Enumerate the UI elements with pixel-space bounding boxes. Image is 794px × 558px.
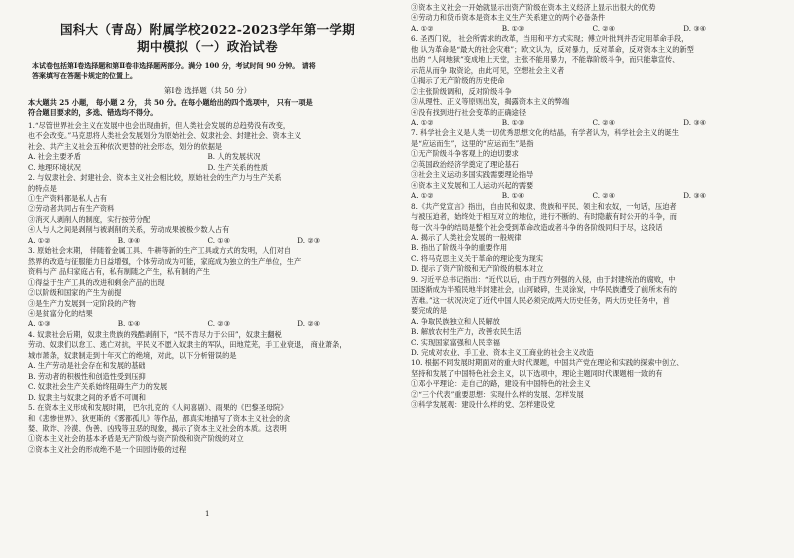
q7-line: 是“应运而生”，这里的“应运而生”是指 [411,138,534,148]
q5-line: ④劳动力和货币资本是资本主义生产关系建立的两个必备条件 [411,13,606,23]
q4-line: 城市萧条，奴隶制走到十年灭亡的绝境，对此，以下分析错误的是 [28,350,237,360]
q7-option-d: D. ③④ [683,191,707,201]
q1-option-b: B. 人的发展状况 [207,152,261,162]
q9-line: B. 解放农村生产力，改善农民生活 [411,327,522,337]
q2-line: 的特点是 [28,183,57,193]
q1-line: 社会、共产主义社会五种依次更替的社会形态，划分的依据是 [28,141,223,151]
q8-line: 每一次斗争的结局是整个社会受到革命改造或者斗争的各阶级同归于尽，这段话 [411,222,663,232]
section-instructions [28,98,387,119]
q3-line: ④是贫富分化的结果 [28,308,93,318]
q5-line: 和《悲惨世界》、狄更斯的《雾都孤儿》等作品，都真实地描写了资本主义社会的贪 [28,413,291,423]
q2-options [28,236,387,246]
q10-line: 坚持和发展了中国特色社会主义，以下选项中，理论主题同时代课题相一致的有 [411,368,663,378]
q3-options [28,319,387,329]
q3-line: ③是生产力发展到一定阶段的产物 [28,298,136,308]
q3-option-a: A. ①③ [28,319,51,329]
q6-option-d: D. ③④ [683,117,707,127]
q2-option-b: B. ③④ [117,235,141,245]
q9-line: 苦难。”这一状况决定了近代中国人民必须完成两大历史任务，两大历史任务中，首 [411,295,670,305]
q10-line: ③科学发展观：建设什么样的党、怎样建设党 [411,400,555,410]
q7-line: ②英国政治经济学奠定了理论基石 [411,159,519,169]
instr-line1: 本大题共 25 小题， 每小题 2 分， 共 50 分。在每小题给出的四个选项中， 只有一项是 [28,98,313,107]
q3-option-d: D. ②④ [297,319,321,329]
q4-line: 劳动、奴隶们以怠工、逃亡对抗，平民义不愿入奴隶主的军队，田地荒芜，手工业衰退， 商业萧条， [28,340,347,350]
q7-line: ①无产阶级斗争客观上的迫切要求 [411,149,519,159]
q7-option-a: A. ①② [411,191,434,201]
q5-line: 婪、欺诈、冷漠、伪善、凶残等丑恶的现象，揭示了资本主义社会的本质。这表明 [28,423,287,433]
questions-4-5 [28,330,387,455]
question-3 [28,246,387,330]
q8-line: D. 提示了资产阶级和无产阶级的根本对立 [411,264,544,274]
q5-line: ②资本主义社会的形成绝不是一个田园诗般的过程 [28,444,187,454]
q5-option-b: B. ①③ [501,23,525,33]
q10-line: ①邓小平理论：走自己的路，建设有中国特色的社会主义 [411,379,591,389]
q6-line: 出的 “人间地狱”变成地上天堂，主张不能用暴力，不能靠阶级斗争，而只能靠宣传、 [411,55,680,65]
q5-option-c: C. ②④ [592,23,616,33]
question-1 [28,121,387,173]
q3-line: ②以阶级和国家的产生为前提 [28,288,122,298]
exam-title-line1: 国科大（青岛）附属学校2022-2023学年第一学期 [59,22,356,37]
q1-options [28,163,387,173]
q9-line: C. 实现国家富强和人民幸福 [411,337,500,347]
instr-line2: 符合题目要求的，多选、错选均不得分。 [28,108,158,118]
q5-options [411,24,774,34]
q4-line: B. 劳动者的积极性和创造性受到压抑 [28,371,146,381]
q6-line: 6. 圣西门说， 社会所需求的改革，当用和平方式实现；傅立叶批判并否定用革命手段， [411,34,689,44]
q9-line: A. 争取民族独立和人民解放 [411,316,500,326]
notice-line2: 答案填写在答题卡规定的位置上。 [32,71,137,80]
q1-line: 也不会改变。”马克思将人类社会发展划分为原始社会、奴隶社会、封建社会、资本主义 [28,131,302,141]
q6-line: ②主张阶级调和，反对阶级斗争 [411,86,512,96]
q6-option-a: A. ①② [411,117,434,127]
q1-option-c: C. 地理环境状况 [28,162,81,172]
question-7 [411,128,774,201]
q2-line: ④人与人之间是剥削与被剥削的关系，劳动成果被极少数人占有 [28,225,230,235]
q5-line: 5. 在资本主义形成和发展时期， 巴尔扎克的《人间喜剧》、雨果的《巴黎圣母院》 [28,403,288,413]
q6-line: ③从理性、正义等原则出发，揭露资本主义的弊端 [411,97,570,107]
q5-option-d: D. ③④ [683,23,707,33]
exam-notice [32,61,387,81]
q7-options [411,191,774,201]
q9-line: 国逐渐成为半殖民地半封建社会，山河破碎，生灵涂炭，中华民族遭受了前所未有的 [411,285,677,295]
q2-line: 2. 与奴隶社会、封建社会、资本主义社会相比较，原始社会的生产力与生产关系 [28,173,282,183]
part-one-heading: 第Ⅰ卷 选择题（共 50 分） [163,86,252,95]
q10-line: ②“三个代表”重要思想：实现什么样的发展、怎样发展 [411,389,584,399]
q8-line: 与被压迫者，始终处于相互对立的地位，进行不断的、有时隐蔽有时公开的斗争，而 [411,212,677,222]
q1-line: 1.“尽管世界社会主义在发展中也会出现曲折，但人类社会发展的总趋势没有改变， [28,120,291,130]
q9-line: 要完成的是 [411,306,447,316]
q6-option-c: C. ②④ [592,117,616,127]
q2-line: ③消灭人剥削人的制度，实行按劳分配 [28,214,151,224]
q8-line: B. 指出了阶级斗争的重要作用 [411,243,508,253]
q1-option-a: A. 社会主要矛盾 [28,152,81,162]
q2-option-d: D. ②③ [297,235,321,245]
q10-line: 10. 根据不同发展时期面对的重大时代课题，中国共产党在理论和实践的探索中创立、 [411,358,684,368]
q5-option-a: A. ①② [411,23,434,33]
q7-option-c: C. ②④ [592,191,616,201]
q7-line: ③社会主义运动多国实践需要理论指导 [411,170,534,180]
q6-line: 他 认为革命是“最大的社会灾难”；欧文认为，反对暴力，反对革命，反对资本主义的新型 [411,44,694,54]
q7-line: ④资本主义发展和工人运动兴起的需要 [411,180,534,190]
exam-title-line2: 期中模拟（一）政治试卷 [137,39,278,54]
q2-line: ①生产资料都是私人占有 [28,193,108,203]
q4-line: 4. 奴隶社会后期，奴隶主贵族的残酷剥削下，“民不肯尽力于公田”，奴隶主翻税 [28,329,282,339]
q3-line: 3. 原始社会末期， 伴随着金属工具、牛耕等新的生产工具或方式的发明，人们对自 [28,246,291,256]
question-2 [28,173,387,246]
q3-line: 资料与产 品归家庭占有，私有制随之产生，私有制的产生 [28,267,210,277]
q6-option-b: B. ①③ [501,117,525,127]
q2-option-a: A. ①② [28,235,51,245]
q3-line: ①得益于生产工具的改进和剩余产品的出现 [28,277,165,287]
q4-line: D. 奴隶主与奴隶之间的矛盾不可调和 [28,392,146,402]
q5-line: ①资本主义社会的基本矛盾是无产阶级与资产阶级和资产阶级的对立 [28,434,244,444]
q9-line: D. 完成对农业、手工业、资本主义工商业的社会主义改造 [411,347,594,357]
q4-line: C. 奴隶社会生产关系始终阻碍生产力的发展 [28,382,168,392]
q7-option-b: B. ①④ [501,191,525,201]
notice-line1: 本试卷包括第Ⅰ卷选择题和第Ⅱ卷非选择题两部分。满分 100 分，考试时间 90 分钟。 请将 [32,61,316,70]
q7-line: 7. 科学社会主义是人类一切优秀思想文化的结晶，有学者认为，科学社会主义的诞生 [411,128,679,138]
page-number-left: 1 [205,510,210,518]
q5-line: ③资本主义社会一开始就显示出资产阶级在资本主义经济上显示出很大的优势 [411,3,656,12]
q9-line: 9. 习近平总书记指出：“近代以后，由于西方列强的入侵，由于封建统治的腐败，中 [411,274,676,284]
q6-line: ①揭示了无产阶级的历史使命 [411,76,505,86]
q2-option-c: C. ①④ [207,235,231,245]
q8-line: C. 将马克思主义关于革命的理论变为现实 [411,253,544,263]
page-right [397,0,794,558]
question-6 [411,34,774,128]
q8-line: 8.《共产党宣言》指出，自由民和奴隶、贵族和平民、领主和农奴，一句话，压迫者 [411,201,677,211]
q3-line: 然界的改造与征服能力日益增强，个体劳动成为可能，家庭成为独立的生产单位，生产 [28,256,302,266]
q1-option-d: D. 生产关系的性质 [207,162,268,172]
q1-options [28,152,387,162]
q6-options [411,118,774,128]
q3-option-c: C. ②③ [207,319,231,329]
q8-line: A. 揭示了人类社会发展的一般规律 [411,232,522,242]
q6-line: ④没有找到进行社会变革的正确途径 [411,107,527,117]
q4-line: A. 生产劳动是社会存在和发展的基础 [28,361,146,371]
q3-option-b: B. ①④ [117,319,141,329]
q2-line: ②劳动者共同占有生产资料 [28,204,115,214]
q6-line: 示范从而争 取资论，由此可见，空想社会主义者 [411,65,565,75]
questions-8-10 [411,202,774,411]
